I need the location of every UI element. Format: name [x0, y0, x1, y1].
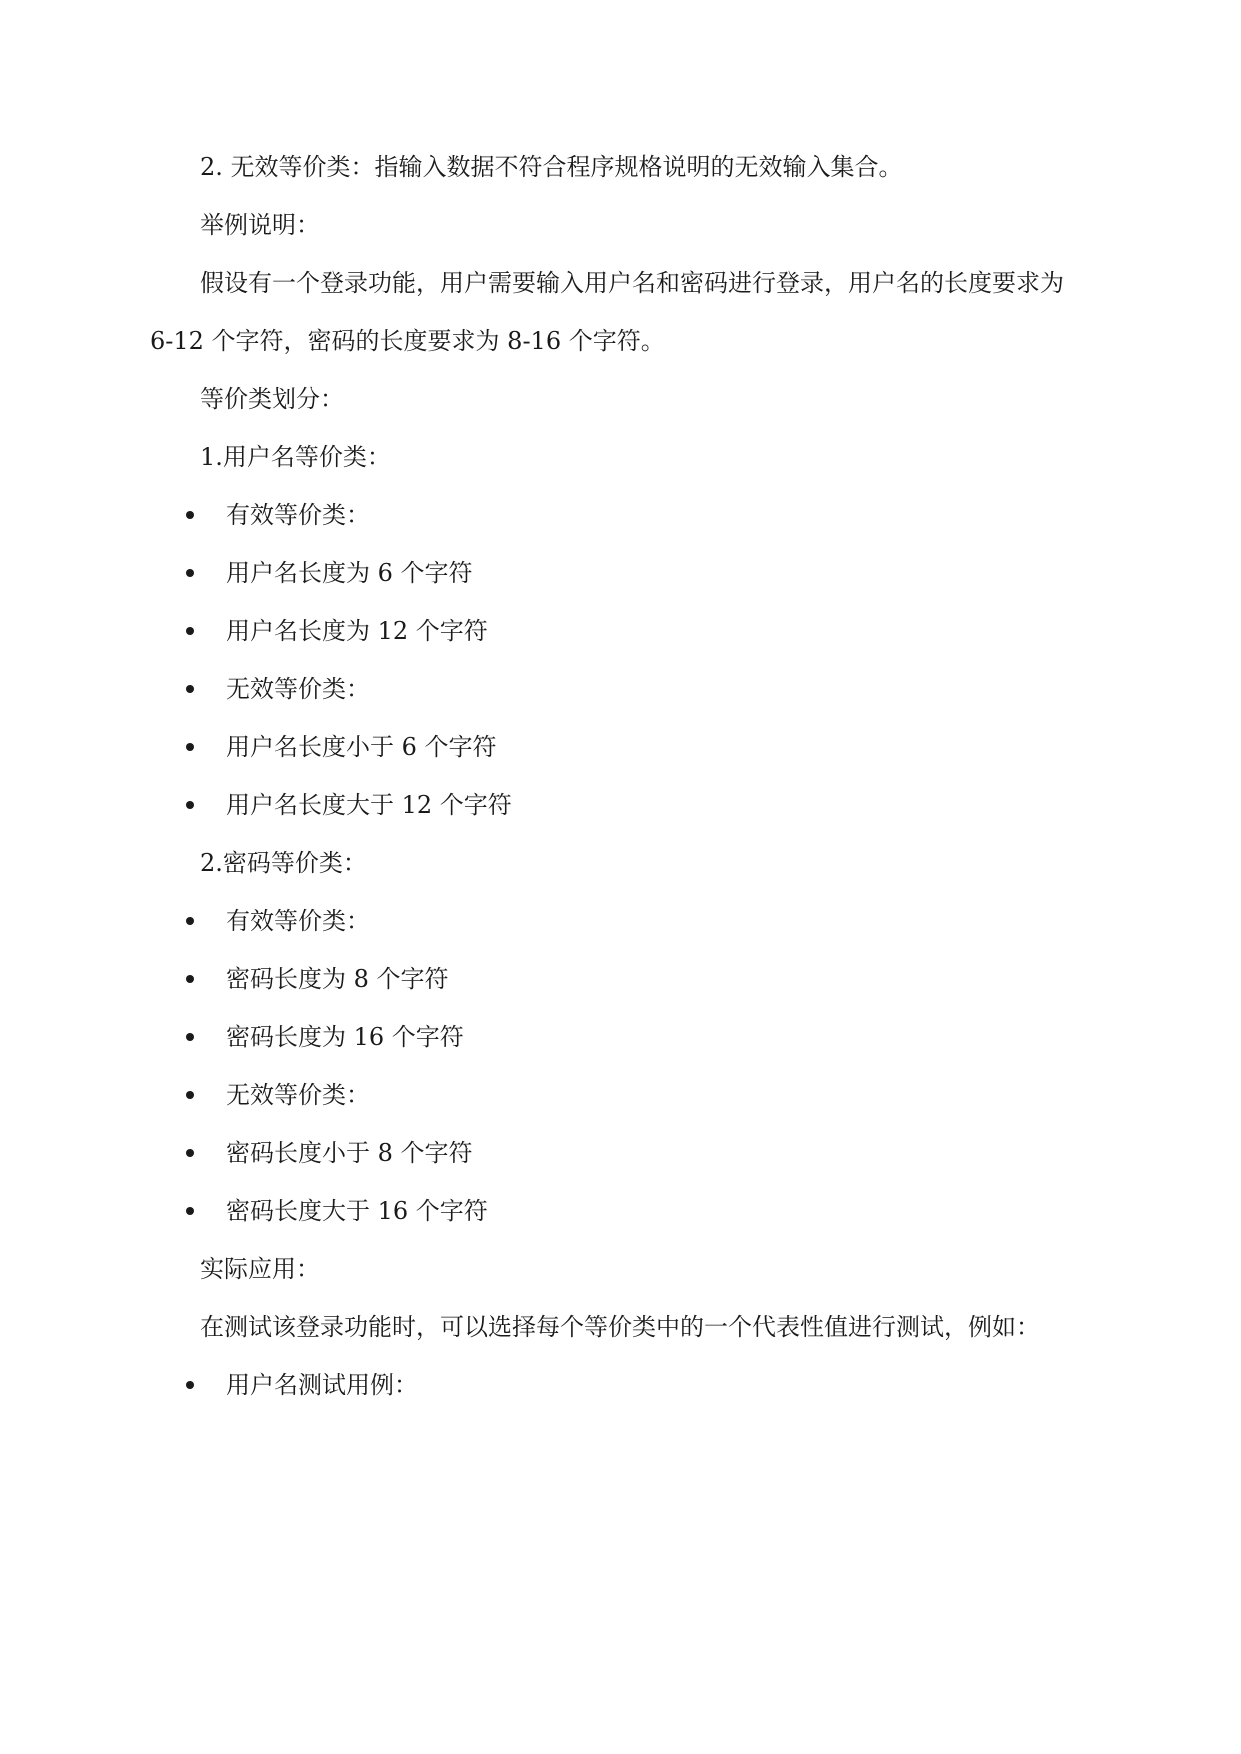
list-item-text: 密码长度小于 8 个字符 — [226, 1139, 473, 1167]
example-paragraph-line-1: 假设有一个登录功能，用户需要输入用户名和密码进行登录，用户名的长度要求为 — [200, 269, 1064, 297]
bullet-icon — [186, 1207, 194, 1215]
list-item-text: 密码长度为 8 个字符 — [226, 965, 449, 993]
bullet-icon — [186, 1091, 194, 1099]
partition-heading: 等价类划分： — [200, 385, 344, 413]
list-item-text: 用户名长度为 12 个字符 — [226, 617, 488, 645]
bullet-icon — [186, 743, 194, 751]
list-item-text: 用户名长度为 6 个字符 — [226, 559, 473, 587]
username-heading: 1.用户名等价类： — [200, 443, 391, 471]
bullet-icon — [186, 511, 194, 519]
bullet-icon — [186, 801, 194, 809]
paragraph-invalid-class: 2. 无效等价类：指输入数据不符合程序规格说明的无效输入集合。 — [200, 153, 903, 181]
bullet-icon — [186, 685, 194, 693]
bullet-icon — [186, 1149, 194, 1157]
list-item-text: 有效等价类： — [226, 907, 370, 935]
list-item-text: 用户名长度大于 12 个字符 — [226, 791, 512, 819]
bullet-icon — [186, 917, 194, 925]
application-heading: 实际应用： — [200, 1255, 320, 1283]
list-item-text: 有效等价类： — [226, 501, 370, 529]
list-item-text: 无效等价类： — [226, 1081, 370, 1109]
list-item-text: 无效等价类： — [226, 675, 370, 703]
bullet-icon — [186, 569, 194, 577]
example-paragraph-line-2: 6-12 个字符，密码的长度要求为 8-16 个字符。 — [150, 327, 665, 355]
list-item-text: 用户名测试用例： — [226, 1371, 418, 1399]
list-item-text: 密码长度为 16 个字符 — [226, 1023, 464, 1051]
application-paragraph: 在测试该登录功能时，可以选择每个等价类中的一个代表性值进行测试，例如： — [200, 1313, 1040, 1341]
bullet-icon — [186, 1033, 194, 1041]
bullet-icon — [186, 627, 194, 635]
bullet-icon — [186, 1381, 194, 1389]
list-item-text: 用户名长度小于 6 个字符 — [226, 733, 497, 761]
bullet-icon — [186, 975, 194, 983]
example-heading: 举例说明： — [200, 211, 320, 239]
list-item-text: 密码长度大于 16 个字符 — [226, 1197, 488, 1225]
password-heading: 2.密码等价类： — [200, 849, 367, 877]
